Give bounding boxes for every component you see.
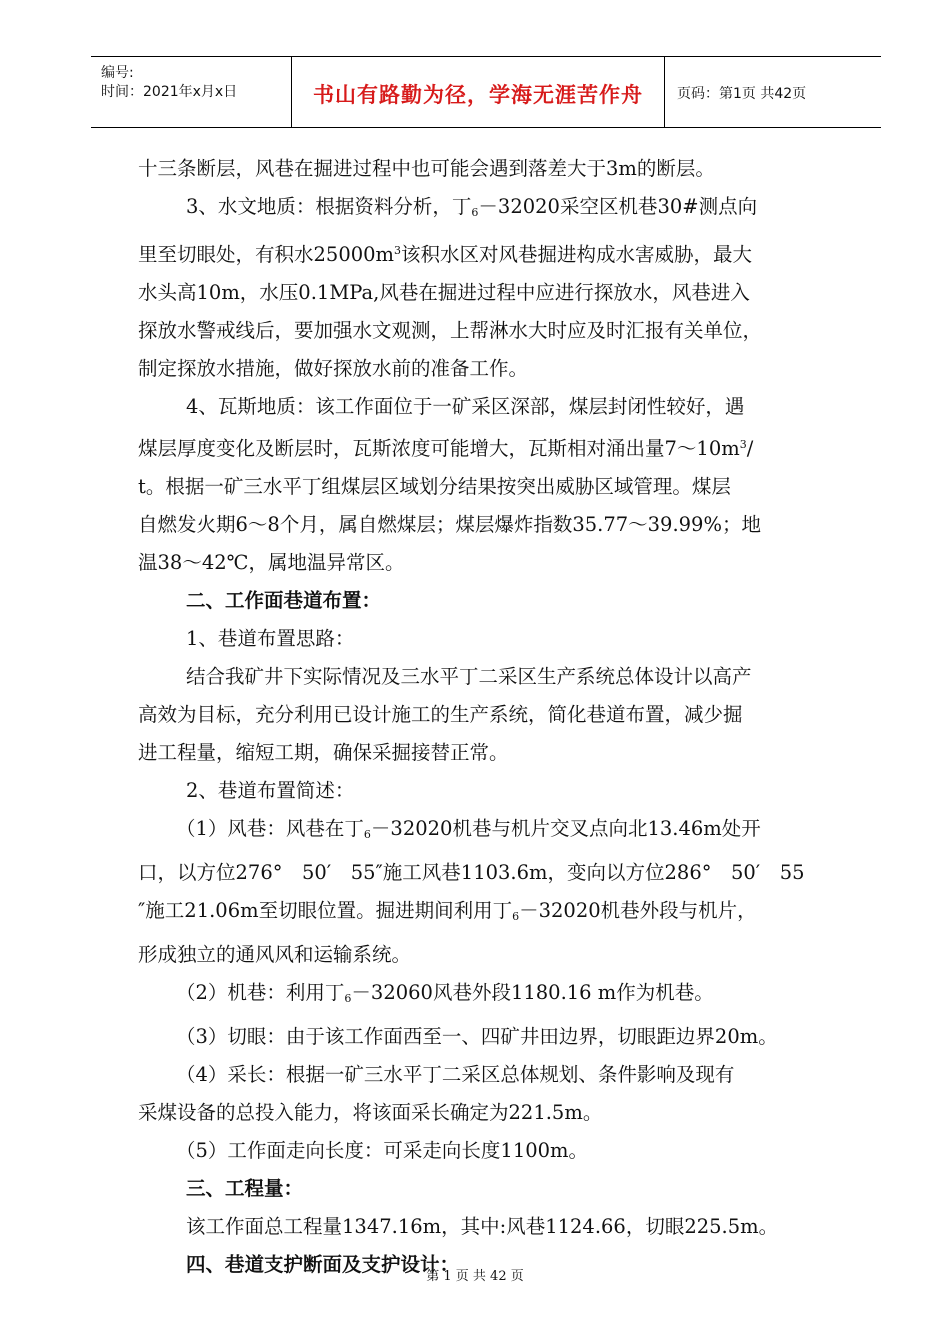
paragraph-line: （5）工作面走向长度：可采走向长度1100m。 (176, 1139, 589, 1162)
paragraph-line: 里至切眼处，有积水$25000m^3$该积水区对风巷掘进构成水害威胁，最大 (138, 243, 753, 266)
paragraph-line: 进工程量，缩短工期，确保采掘接替正常。 (138, 741, 509, 764)
paragraph-line: ″施工21.06m至切眼位置。掘进期间利用丁$_6$－32020机巷外段与机片， (138, 899, 757, 923)
paragraph-line: 煤层厚度变化及断层时，瓦斯浓度可能增大，瓦斯相对涌出量$7\sim 10m^3/$ (138, 437, 754, 460)
paragraph-line: t。根据一矿三水平丁组煤层区域划分结果按突出威胁区域管理。煤层 (138, 475, 731, 498)
section-heading: 二、工作面巷道布置： (186, 589, 382, 612)
number-label: 编号: (101, 65, 134, 81)
paragraph-line: （2）机巷：利用丁$_6$－32060风巷外段1180.16 m作为机巷。 (176, 981, 714, 1005)
header-right-cell (665, 57, 881, 127)
paragraph-line: 探放水警戒线后，要加强水文观测，上帮淋水大时应及时汇报有关单位， (138, 319, 763, 342)
section-heading: 四、巷道支护断面及支护设计： (186, 1253, 460, 1276)
paragraph-line: 十三条断层，风巷在掘进过程中也可能会遇到落差大于3m的断层。 (138, 157, 715, 180)
paragraph-line: 自燃发火期6～8个月，属自燃煤层；煤层爆炸指数35.77～39.99%；地 (138, 513, 761, 536)
paragraph-line: 该工作面总工程量1347.16m，其中:风巷1124.66，切眼225.5m。 (186, 1215, 779, 1238)
paragraph-line: 3、水文地质：根据资料分析，丁$_6$－32020采空区机巷30#测点向 (186, 195, 758, 219)
section-heading: 三、工程量： (186, 1177, 304, 1200)
paragraph-line: （3）切眼：由于该工作面西至一、四矿井田边界，切眼距边界20m。 (176, 1025, 778, 1048)
header-left-cell (91, 57, 292, 127)
paragraph-line: 形成独立的通风风和运输系统。 (138, 943, 412, 966)
page-footer: 第 1 页 共 42 页 (426, 1269, 524, 1284)
paragraph-line: 高效为目标，充分利用已设计施工的生产系统，简化巷道布置，减少掘 (138, 703, 743, 726)
header-motto: 书山有路勤为径，学海无涯苦作舟 (313, 83, 643, 107)
paragraph-line: 采煤设备的总投入能力，将该面采长确定为221.5m。 (138, 1101, 603, 1124)
paragraph-line: 水头高10m，水压0.1MPa,风巷在掘进过程中应进行探放水，风巷进入 (138, 281, 750, 304)
document-body (138, 150, 838, 1284)
page-header (91, 56, 881, 128)
paragraph-line: 温38～42℃，属地温异常区。 (138, 551, 405, 574)
paragraph-line: 4、瓦斯地质：该工作面位于一矿采区深部，煤层封闭性较好，遇 (186, 395, 745, 418)
paragraph-line: （1）风巷：风巷在丁$_6$－32020机巷与机片交叉点向北13.46m处开 (176, 817, 761, 841)
paragraph-line: 1、巷道布置思路： (186, 627, 355, 650)
time-label: 时间：2021年x月x日 (101, 84, 238, 100)
paragraph-line: 制定探放水措施，做好探放水前的准备工作。 (138, 357, 529, 380)
header-middle-cell (292, 57, 665, 127)
paragraph-line: 口，以方位276° 50′ 55″施工风巷1103.6m，变向以方位286° 50′ 55 (138, 861, 805, 884)
paragraph-line: 2、巷道布置简述： (186, 779, 355, 802)
paragraph-line: （4）采长：根据一矿三水平丁二采区总体规划、条件影响及现有 (176, 1063, 735, 1086)
header-page-label: 页码：第1页 共42页 (677, 86, 807, 102)
paragraph-line: 结合我矿井下实际情况及三水平丁二采区生产系统总体设计以高产 (186, 665, 752, 688)
